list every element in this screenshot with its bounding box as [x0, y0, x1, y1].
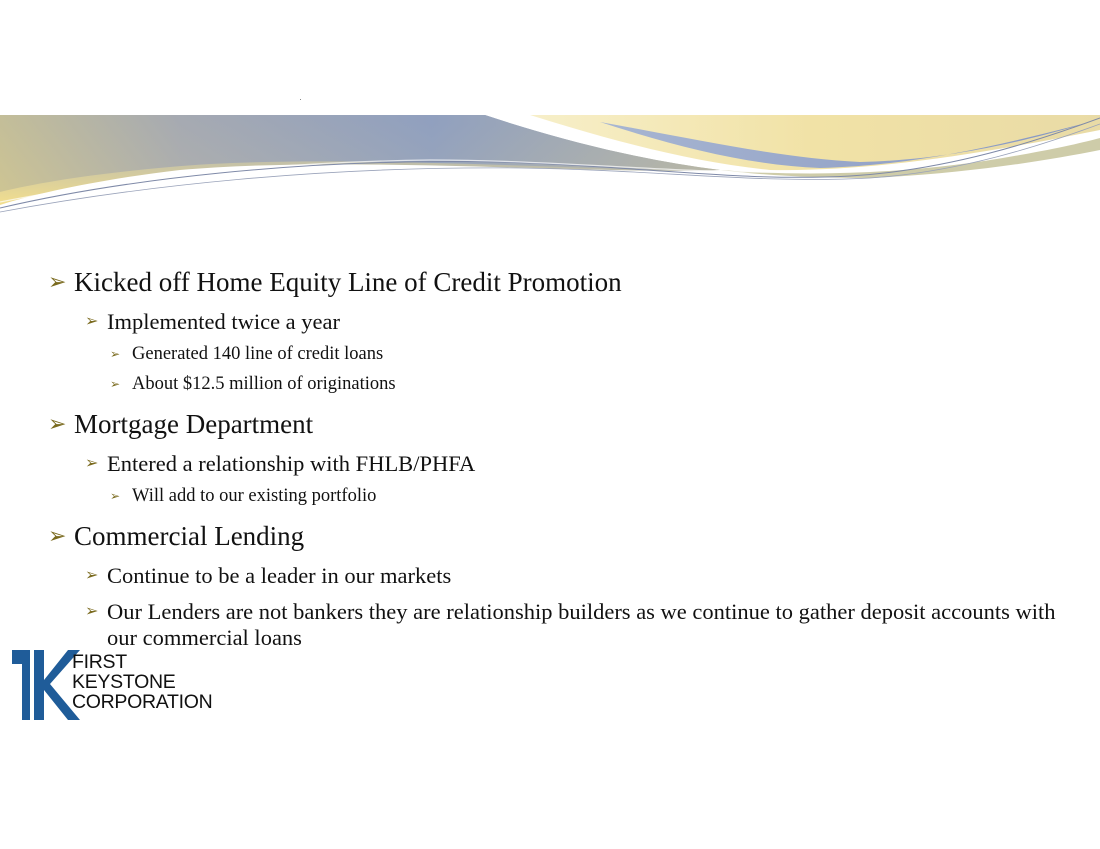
arrowhead-bullet-icon: ➢	[48, 269, 67, 294]
bullet-item	[85, 451, 1058, 477]
bullet-text: Commercial Lending	[74, 521, 305, 551]
bullet-list	[48, 262, 1058, 651]
arrowhead-bullet-icon: ➢	[85, 603, 99, 620]
header-wave-banner	[0, 110, 1100, 220]
bullet-text: Kicked off Home Equity Line of Credit Promotion	[74, 267, 622, 297]
arrowhead-bullet-icon: ➢	[85, 567, 99, 584]
arrowhead-bullet-icon: ➢	[85, 313, 99, 330]
bullet-text: Will add to our existing portfolio	[132, 486, 377, 506]
bullet-item	[110, 343, 1058, 365]
logo-line-corporation: CORPORATION	[72, 691, 213, 713]
arrowhead-bullet-icon: ➢	[48, 411, 67, 436]
bullet-text: Our Lenders are not bankers they are relationship builders as we continue to gather deposit accounts with our commercial loans	[107, 599, 1056, 650]
logo-line-keystone: KEYSTONE	[72, 671, 176, 693]
arrowhead-bullet-icon: ➢	[48, 523, 67, 548]
arrowhead-bullet-icon: ➢	[110, 377, 121, 391]
bullet-item	[110, 373, 1058, 395]
bullet-text: Continue to be a leader in our markets	[107, 563, 452, 588]
bullet-item	[110, 485, 1058, 507]
stray-dot	[300, 99, 301, 100]
bullet-item	[85, 563, 1058, 589]
bullet-item	[48, 265, 1058, 299]
arrowhead-bullet-icon: ➢	[85, 455, 99, 472]
bullet-text: About $12.5 million of originations	[132, 374, 396, 394]
bullet-item	[85, 309, 1058, 335]
logo-line-first: FIRST	[72, 651, 127, 673]
arrowhead-bullet-icon: ➢	[110, 347, 121, 361]
bullet-text: Implemented twice a year	[107, 309, 341, 334]
bullet-item	[48, 519, 1058, 553]
logo-wordmark	[72, 652, 212, 712]
bullet-text: Mortgage Department	[74, 409, 314, 439]
bullet-text: Entered a relationship with FHLB/PHFA	[107, 451, 476, 476]
bullet-text: Generated 140 line of credit loans	[132, 344, 384, 364]
bullet-item	[48, 407, 1058, 441]
arrowhead-bullet-icon: ➢	[110, 489, 121, 503]
